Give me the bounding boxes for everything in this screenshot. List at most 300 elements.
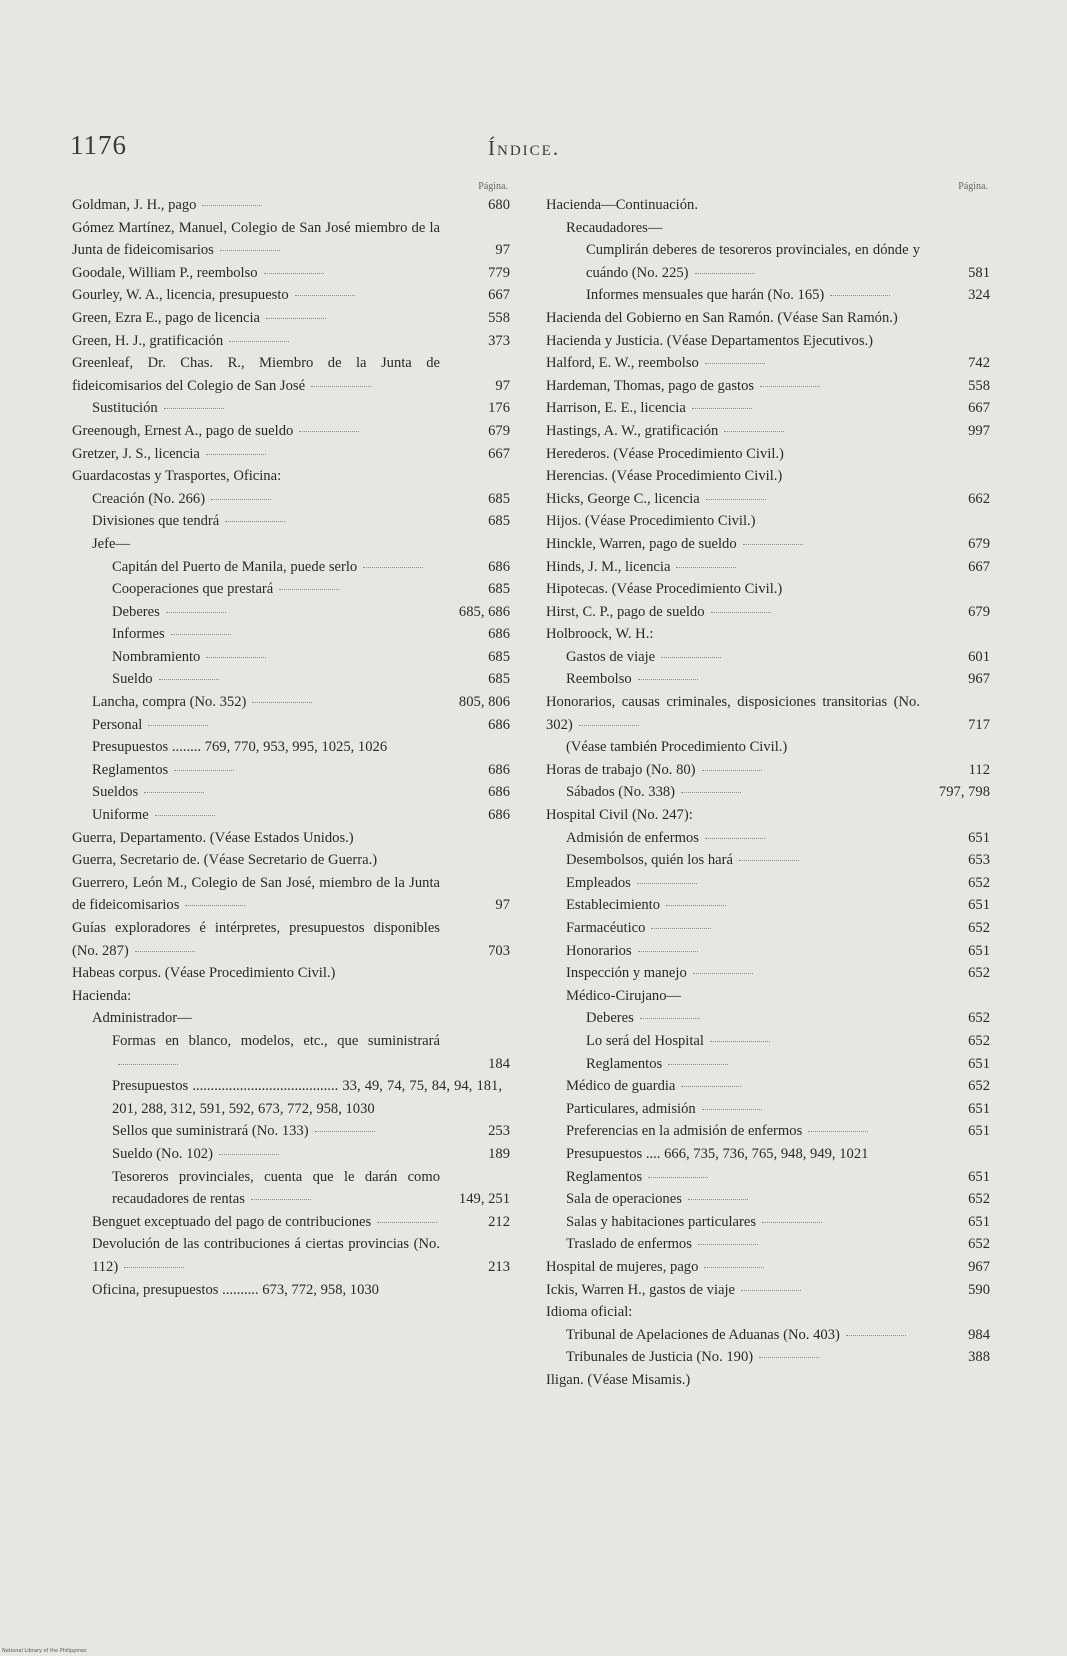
index-entry — [72, 849, 510, 872]
leader-dots — [637, 883, 697, 884]
leader-dots — [251, 1199, 311, 1200]
index-entry — [566, 894, 990, 917]
leader-dots — [710, 1041, 770, 1042]
index-entry — [566, 1211, 990, 1234]
index-entry — [546, 397, 990, 420]
entry-text: Idioma oficial: — [546, 1304, 633, 1321]
leader-dots — [681, 792, 741, 793]
leader-dots — [681, 1086, 741, 1087]
index-entry — [546, 443, 990, 466]
entries-right — [546, 194, 990, 1391]
leader-dots — [171, 634, 231, 635]
entry-text: Iligan. (Véase Misamis.) — [546, 1371, 691, 1388]
entry-page-ref: 662 — [968, 490, 990, 507]
entry-page-ref: 779 — [488, 264, 510, 281]
footer-stamp: National Library of the Philippines — [2, 1648, 87, 1654]
index-entry — [566, 781, 990, 804]
entry-text: Farmacéutico — [566, 920, 646, 936]
leader-dots — [638, 679, 698, 680]
entry-page-ref: 667 — [488, 445, 510, 462]
leader-dots — [724, 431, 784, 432]
entry-text: Hinckle, Warren, pago de sueldo — [546, 535, 737, 552]
index-entry — [566, 736, 990, 759]
index-entry — [566, 849, 990, 872]
entry-page-ref: 373 — [488, 332, 510, 349]
index-entry — [566, 940, 990, 963]
entry-page-ref: 679 — [968, 603, 990, 620]
leader-dots — [638, 951, 698, 952]
entry-page-ref: 324 — [968, 287, 990, 304]
entry-text: Cooperaciones que prestará — [112, 581, 274, 598]
index-entry — [546, 1279, 990, 1302]
entry-text: Deberes — [586, 1010, 634, 1027]
index-entry — [112, 1166, 510, 1211]
entry-text: Divisiones que tendrá — [92, 513, 220, 530]
entry-page-ref: 667 — [488, 287, 510, 304]
entry-page-ref: 652 — [968, 1236, 990, 1253]
index-entry — [92, 510, 510, 533]
entry-text: Sala de operaciones — [566, 1191, 682, 1208]
index-entry — [546, 330, 990, 353]
index-entry — [566, 1324, 990, 1347]
entry-page-ref: 685, 686 — [458, 603, 510, 620]
index-entry — [92, 714, 510, 737]
leader-dots — [702, 770, 762, 771]
column-header: Página. — [478, 181, 508, 192]
leader-dots — [225, 521, 285, 522]
leader-dots — [124, 1267, 184, 1268]
entry-text: Tesoreros provinciales, cuenta que le darán como recaudadores de rentas — [112, 1168, 440, 1208]
entry-text: Traslado de enfermos — [566, 1236, 692, 1253]
entry-page-ref: 388 — [968, 1349, 990, 1366]
leader-dots — [711, 612, 771, 613]
entry-text: Formas en blanco, modelos, etc., que suministrará — [112, 1032, 440, 1049]
entry-text: Hospital de mujeres, pago — [546, 1258, 699, 1275]
index-entry — [566, 1120, 990, 1143]
index-entry — [546, 352, 990, 375]
index-entry — [566, 217, 990, 240]
leader-dots — [219, 1154, 279, 1155]
index-entry — [546, 1256, 990, 1279]
entry-page-ref: 685 — [488, 490, 510, 507]
index-entry — [546, 1301, 990, 1324]
entry-page-ref: 189 — [488, 1145, 510, 1162]
leader-dots — [155, 815, 215, 816]
leader-dots — [118, 1064, 178, 1065]
entry-page-ref: 652 — [968, 874, 990, 891]
index-entry — [92, 397, 510, 420]
entry-text: Salas y habitaciones particulares — [566, 1213, 757, 1230]
entry-text: Particulares, admisión — [566, 1100, 696, 1117]
entry-text: Hicks, George C., licencia — [546, 490, 700, 507]
entry-text: Médico de guardia — [566, 1078, 676, 1095]
leader-dots — [705, 363, 765, 364]
index-entry — [112, 1143, 510, 1166]
entry-text: Deberes — [112, 603, 160, 620]
leader-dots — [299, 431, 359, 432]
index-entry — [566, 1166, 990, 1189]
leader-dots — [206, 657, 266, 658]
entry-page-ref: 651 — [968, 897, 990, 914]
entry-page-ref: 717 — [968, 716, 990, 733]
leader-dots — [830, 295, 890, 296]
leader-dots — [159, 679, 219, 680]
index-entry — [72, 217, 510, 262]
entry-page-ref: 112 — [968, 761, 990, 778]
entry-text: Hacienda del Gobierno en San Ramón. (Véase San Ramón.) — [546, 309, 898, 326]
entry-page-ref: 652 — [968, 1078, 990, 1095]
entry-text: Hospital Civil (No. 247): — [546, 807, 693, 824]
entry-text: Greenough, Ernest A., pago de sueldo — [72, 422, 294, 439]
leader-dots — [698, 1244, 758, 1245]
leader-dots — [315, 1131, 375, 1132]
index-entry — [92, 1211, 510, 1234]
entry-page-ref: 558 — [488, 309, 510, 326]
index-entry — [566, 1098, 990, 1121]
entry-text: Hacienda: — [72, 987, 132, 1004]
leader-dots — [808, 1131, 868, 1132]
leader-dots — [266, 318, 326, 319]
leader-dots — [705, 838, 765, 839]
entry-page-ref: 667 — [968, 400, 990, 417]
entry-text: Empleados — [566, 874, 631, 891]
entry-text: Guerra, Secretario de. (Véase Secretario de Guerra.) — [72, 852, 378, 869]
index-entry — [546, 307, 990, 330]
entry-text: Honorarios, causas criminales, disposiciones transitorias (No. 302) — [546, 694, 920, 733]
entry-page-ref: 967 — [968, 671, 990, 688]
entry-text: Green, Ezra E., pago de licencia — [72, 309, 260, 326]
entry-page-ref: 97 — [495, 377, 510, 394]
index-entry — [72, 443, 510, 466]
index-entry — [72, 827, 510, 850]
index-entry — [72, 962, 510, 985]
leader-dots — [377, 1222, 437, 1223]
entry-text: Hastings, A. W., gratificación — [546, 422, 719, 439]
entry-text: Goldman, J. H., pago — [72, 197, 197, 213]
entry-page-ref: 685 — [488, 581, 510, 598]
entry-page-ref: 149, 251 — [458, 1191, 510, 1208]
entry-text: Reglamentos — [92, 761, 169, 778]
index-entry — [92, 1007, 510, 1030]
index-entry — [92, 736, 510, 759]
entry-text: Sueldo — [112, 671, 153, 688]
entry-page-ref: 652 — [968, 920, 990, 936]
leader-dots — [762, 1222, 822, 1223]
index-entry — [586, 284, 990, 307]
entry-page-ref: 652 — [968, 965, 990, 982]
index-entry — [72, 330, 510, 353]
index-entry — [546, 556, 990, 579]
leader-dots — [148, 725, 208, 726]
leader-dots — [741, 1290, 801, 1291]
entry-page-ref: 651 — [968, 1100, 990, 1117]
index-entry — [92, 1233, 510, 1278]
index-entry — [72, 917, 510, 962]
entry-text: Reembolso — [566, 671, 632, 688]
leader-dots — [252, 702, 312, 703]
index-entry — [112, 623, 510, 646]
leader-dots — [279, 589, 339, 590]
entry-text: Presupuestos .... 666, 735, 736, 765, 948, 949, 1021 — [566, 1145, 869, 1162]
leader-dots — [166, 612, 226, 613]
entry-text: Green, H. J., gratificación — [72, 332, 224, 349]
index-entry — [566, 668, 990, 691]
index-entry — [112, 601, 510, 624]
entry-text: Gourley, W. A., licencia, presupuesto — [72, 287, 289, 304]
entry-page-ref: 967 — [968, 1258, 990, 1275]
entry-page-ref: 184 — [488, 1055, 510, 1072]
leader-dots — [702, 1109, 762, 1110]
entry-text: (Véase también Procedimiento Civil.) — [566, 739, 788, 756]
index-entry — [546, 375, 990, 398]
index-column-left — [72, 180, 510, 1301]
leader-dots — [579, 725, 639, 726]
index-entry — [546, 1369, 990, 1392]
entry-page-ref: 590 — [968, 1281, 990, 1298]
entry-text: Guías exploradores é intérpretes, presupuestos disponibles (No. 287) — [72, 920, 440, 959]
entry-page-ref: 652 — [968, 1010, 990, 1027]
entry-text: Presupuestos ........ 769, 770, 953, 995, 1025, 1026 — [92, 739, 388, 756]
entry-text: Personal — [92, 716, 143, 733]
entry-page-ref: 651 — [968, 1213, 990, 1230]
entry-text: Reglamentos — [586, 1055, 663, 1072]
entry-text: Greenleaf, Dr. Chas. R., Miembro de la Junta de fideicomisarios del Colegio de San José — [72, 355, 440, 394]
entry-page-ref: 601 — [968, 648, 990, 665]
index-entry — [72, 465, 510, 488]
entry-text: Médico-Cirujano— — [566, 987, 682, 1004]
entry-text: Hijos. (Véase Procedimiento Civil.) — [546, 513, 756, 530]
index-entry — [566, 917, 990, 940]
entry-text: Informes mensuales que harán (No. 165) — [586, 287, 825, 304]
entry-page-ref: 212 — [488, 1213, 510, 1230]
leader-dots — [164, 408, 224, 409]
leader-dots — [651, 928, 711, 929]
entry-page-ref: 213 — [488, 1258, 510, 1275]
entry-text: Hacienda y Justicia. (Véase Departamentos Ejecutivos.) — [546, 332, 874, 349]
index-entry — [546, 533, 990, 556]
entry-text: Recaudadores— — [566, 219, 663, 236]
entry-text: Gretzer, J. S., licencia — [72, 445, 200, 462]
entry-text: Presupuestos ........................................ 33, 49, 74, 75, 84, 94, 181, 201, 288, 312, 591, 592, 673, 772, 958, 1030 — [112, 1078, 502, 1117]
index-entry — [92, 781, 510, 804]
entry-page-ref: 651 — [968, 1123, 990, 1140]
entry-page-ref: 176 — [488, 400, 510, 417]
index-entry — [112, 556, 510, 579]
entry-text: Desembolsos, quién los hará — [566, 852, 733, 869]
leader-dots — [759, 1357, 819, 1358]
index-entry — [546, 759, 990, 782]
leader-dots — [311, 386, 371, 387]
entry-page-ref: 651 — [968, 1055, 990, 1072]
leader-dots — [144, 792, 204, 793]
entry-page-ref: 686 — [488, 716, 510, 733]
entry-text: Hirst, C. P., pago de sueldo — [546, 603, 705, 620]
entry-text: Guerrero, León M., Colegio de San José, miembro de la Junta de fideicomisarios — [72, 874, 440, 914]
leader-dots — [295, 295, 355, 296]
entry-page-ref: 651 — [968, 942, 990, 959]
entry-text: Sustitución — [92, 400, 158, 417]
index-entry — [72, 872, 510, 917]
entry-text: Administrador— — [92, 1010, 192, 1027]
leader-dots — [229, 341, 289, 342]
leader-dots — [211, 499, 271, 500]
entry-text: Guerra, Departamento. (Véase Estados Unidos.) — [72, 829, 354, 846]
entry-page-ref: 653 — [968, 852, 990, 869]
index-entry — [546, 601, 990, 624]
page-number: 1176 — [70, 130, 127, 160]
index-column-right — [546, 180, 990, 1391]
entry-page-ref: 686 — [488, 761, 510, 778]
index-entry — [72, 985, 510, 1008]
index-entry — [546, 691, 990, 736]
entry-page-ref: 797, 798 — [938, 784, 990, 801]
leader-dots — [640, 1018, 700, 1019]
entry-text: Harrison, E. E., licencia — [546, 400, 686, 417]
entry-page-ref: 652 — [968, 1191, 990, 1208]
index-entry — [566, 1233, 990, 1256]
index-entry — [92, 488, 510, 511]
index-entry — [546, 804, 990, 827]
index-entry — [546, 465, 990, 488]
entry-text: Ickis, Warren H., gastos de viaje — [546, 1281, 736, 1298]
entry-page-ref: 984 — [968, 1326, 990, 1343]
entry-page-ref: 679 — [968, 535, 990, 552]
entry-text: Tribunal de Apelaciones de Aduanas (No. 403) — [566, 1326, 840, 1343]
index-entry — [72, 307, 510, 330]
index-entry — [112, 1030, 510, 1075]
entry-page-ref: 805, 806 — [458, 694, 510, 711]
entry-page-ref: 742 — [968, 355, 990, 372]
leader-dots — [846, 1335, 906, 1336]
entry-text: Preferencias en la admisión de enfermos — [566, 1123, 803, 1140]
entry-page-ref: 558 — [968, 377, 990, 394]
leader-dots — [704, 1267, 764, 1268]
entry-text: Reglamentos — [566, 1168, 643, 1185]
index-entry — [546, 488, 990, 511]
leader-dots — [202, 205, 262, 206]
index-entry — [92, 804, 510, 827]
index-entry — [72, 284, 510, 307]
entry-page-ref: 651 — [968, 829, 990, 846]
entry-text: Guardacostas y Trasportes, Oficina: — [72, 468, 282, 485]
entry-text: Establecimiento — [566, 897, 661, 914]
leader-dots — [135, 951, 195, 952]
entry-text: Nombramiento — [112, 648, 201, 665]
index-entry — [72, 352, 510, 397]
entry-page-ref: 97 — [495, 897, 510, 914]
index-entry — [72, 420, 510, 443]
index-entry — [566, 1188, 990, 1211]
leader-dots — [760, 386, 820, 387]
entry-text: Lancha, compra (No. 352) — [92, 694, 247, 711]
index-entry — [112, 668, 510, 691]
entry-text: Halford, E. W., reembolso — [546, 355, 699, 372]
entry-text: Holbroock, W. H.: — [546, 626, 654, 643]
index-entry — [72, 262, 510, 285]
entry-page-ref: 686 — [488, 784, 510, 801]
leader-dots — [688, 1199, 748, 1200]
index-entry — [112, 578, 510, 601]
entry-text: Creación (No. 266) — [92, 490, 206, 507]
entry-text: Horas de trabajo (No. 80) — [546, 761, 696, 778]
index-entry — [566, 827, 990, 850]
entry-text: Sellos que suministrará (No. 133) — [112, 1123, 309, 1140]
leader-dots — [220, 250, 280, 251]
index-entry — [546, 623, 990, 646]
index-entry — [586, 1053, 990, 1076]
leader-dots — [692, 408, 752, 409]
index-entry — [566, 1143, 990, 1166]
entry-page-ref: 667 — [968, 558, 990, 575]
entry-page-ref: 253 — [488, 1123, 510, 1140]
entry-text: Sábados (No. 338) — [566, 784, 676, 801]
entry-page-ref: 680 — [488, 197, 510, 213]
entries-left — [72, 194, 510, 1301]
entry-text: Tribunales de Justicia (No. 190) — [566, 1349, 754, 1366]
leader-dots — [185, 905, 245, 906]
entry-page-ref: 686 — [488, 807, 510, 824]
entry-text: Habeas corpus. (Véase Procedimiento Civil.) — [72, 965, 336, 982]
entry-text: Jefe— — [92, 535, 131, 552]
leader-dots — [695, 273, 755, 274]
index-entry — [586, 1030, 990, 1053]
entry-text: Honorarios — [566, 942, 632, 959]
entry-text: Herederos. (Véase Procedimiento Civil.) — [546, 445, 784, 462]
index-entry — [92, 691, 510, 714]
index-entry — [546, 510, 990, 533]
entry-page-ref: 685 — [488, 671, 510, 688]
index-entry — [566, 1075, 990, 1098]
leader-dots — [264, 273, 324, 274]
leader-dots — [739, 860, 799, 861]
entry-text: Gastos de viaje — [566, 648, 656, 665]
entry-page-ref: 97 — [495, 242, 510, 259]
entry-page-ref: 703 — [488, 942, 510, 959]
entry-text: Informes — [112, 626, 165, 643]
entry-text: Goodale, William P., reembolso — [72, 264, 258, 281]
index-entry — [546, 578, 990, 601]
entry-text: Lo será del Hospital — [586, 1032, 704, 1049]
leader-dots — [661, 657, 721, 658]
entry-page-ref: 651 — [968, 1168, 990, 1185]
leader-dots — [706, 499, 766, 500]
entry-text: Hacienda—Continuación. — [546, 197, 698, 213]
entry-text: Admisión de enfermos — [566, 829, 699, 846]
index-entry — [566, 962, 990, 985]
index-entry — [92, 759, 510, 782]
index-entry — [112, 646, 510, 669]
entry-text: Hipotecas. (Véase Procedimiento Civil.) — [546, 581, 783, 598]
entry-text: Sueldos — [92, 784, 139, 801]
entry-page-ref: 686 — [488, 558, 510, 575]
page-title: Índice. — [488, 136, 561, 160]
index-entry — [546, 194, 990, 217]
index-entry — [586, 1007, 990, 1030]
entry-text: Inspección y manejo — [566, 965, 687, 982]
index-entry — [566, 985, 990, 1008]
entry-text: Uniforme — [92, 807, 149, 824]
entry-page-ref: 685 — [488, 648, 510, 665]
entry-text: Hinds, J. M., licencia — [546, 558, 671, 575]
leader-dots — [174, 770, 234, 771]
index-entry — [112, 1120, 510, 1143]
entry-text: Herencias. (Véase Procedimiento Civil.) — [546, 468, 783, 485]
entry-text: Hardeman, Thomas, pago de gastos — [546, 377, 755, 394]
entry-text: Cumplirán deberes de tesoreros provinciales, en dónde y cuándo (No. 225) — [586, 242, 920, 281]
column-header: Página. — [958, 181, 988, 192]
index-entry — [92, 1279, 510, 1302]
index-entry — [566, 646, 990, 669]
